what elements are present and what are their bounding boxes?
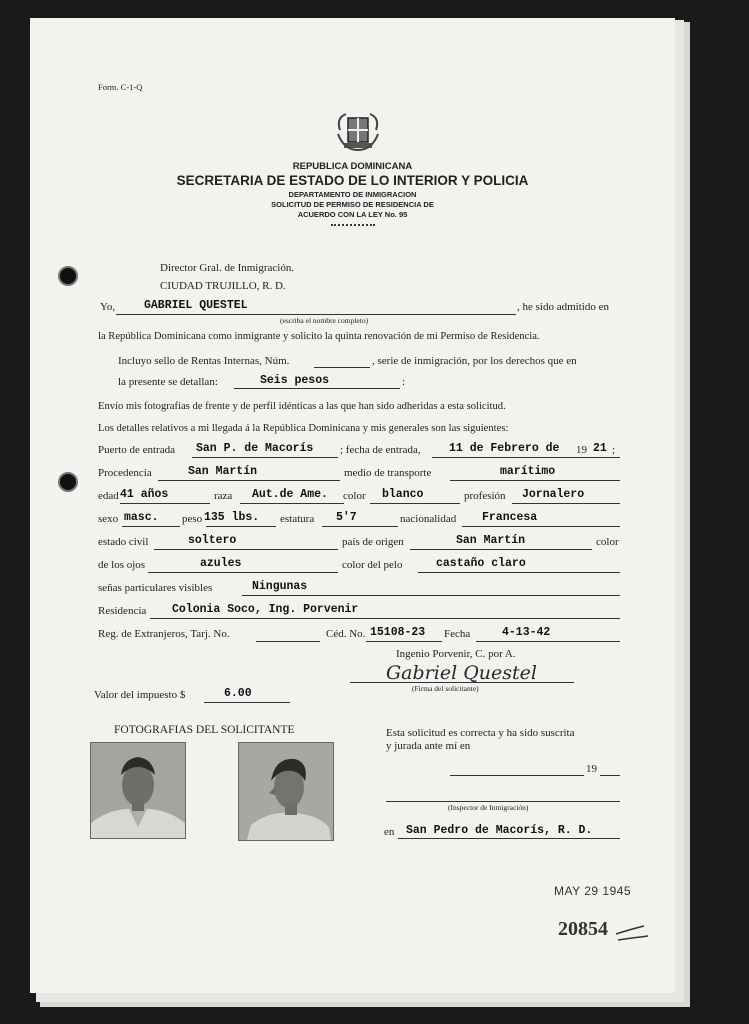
coat-of-arms-emblem bbox=[334, 110, 382, 154]
label-pais-origen: país de origen bbox=[342, 536, 404, 548]
label-sexo: sexo bbox=[98, 513, 119, 525]
value-residencia: Colonia Soco, Ing. Porvenir bbox=[172, 603, 359, 616]
label-ced: Céd. No. bbox=[326, 628, 366, 640]
value-puerto: San P. de Macorís bbox=[196, 442, 314, 455]
label-sello: Incluyo sello de Rentas Internas, Núm. bbox=[118, 355, 290, 367]
value-nombre: GABRIEL QUESTEL bbox=[144, 299, 248, 312]
value-fecha: 4-13-42 bbox=[502, 626, 551, 639]
label-estado-civil: estado civil bbox=[98, 536, 149, 548]
text-renewal: la República Dominicana como inmigrante y solicito la quinta renovación de mi Permiso de Residencia. bbox=[98, 331, 540, 342]
label-peso: peso bbox=[182, 513, 203, 525]
pais-origen-line bbox=[410, 549, 592, 550]
label-registro: Reg. de Extranjeros, Tarj. No. bbox=[98, 628, 230, 640]
value-estatura: 5'7 bbox=[336, 511, 357, 524]
inspector-line bbox=[386, 801, 620, 802]
valor-line bbox=[204, 702, 290, 703]
value-color: blanco bbox=[382, 488, 424, 501]
value-estado-civil: soltero bbox=[188, 534, 237, 547]
number-stamp: 20854 bbox=[558, 918, 608, 940]
peso-line bbox=[206, 526, 276, 527]
value-year-suffix: 21 bbox=[593, 442, 607, 455]
value-ojos: azules bbox=[200, 557, 242, 570]
punch-hole-top bbox=[58, 266, 78, 286]
residencia-line bbox=[150, 618, 620, 619]
label-fecha: Fecha bbox=[444, 628, 471, 640]
signature-line bbox=[350, 682, 574, 683]
punch-hole-bottom bbox=[58, 472, 78, 492]
value-lugar: San Pedro de Macorís, R. D. bbox=[406, 824, 593, 837]
header-divider bbox=[331, 224, 375, 226]
label-senas: señas particulares visibles bbox=[98, 582, 213, 594]
fecha-entrada-line bbox=[432, 457, 620, 458]
value-sexo: masc. bbox=[124, 511, 159, 524]
medio-line bbox=[450, 480, 620, 481]
addressee-line-1: Director Gral. de Inmigración. bbox=[160, 262, 295, 274]
value-cedula: 15108-23 bbox=[370, 626, 426, 639]
addressee-line-2: CIUDAD TRUJILLO, R. D. bbox=[160, 280, 286, 292]
label-serie: , serie de inmigración, por los derechos que en bbox=[372, 355, 577, 367]
procedencia-line bbox=[158, 480, 340, 481]
value-fecha-entrada: 11 de Febrero de bbox=[449, 442, 560, 455]
ojos-line bbox=[148, 572, 338, 573]
profile-photo bbox=[238, 742, 334, 841]
value-profesion: Jornalero bbox=[522, 488, 585, 501]
label-inspector: (Inspector de Inmigración) bbox=[448, 803, 529, 812]
pencil-mark bbox=[614, 920, 650, 944]
label-semicolon: ; bbox=[612, 444, 616, 456]
header-form-title-2: ACUERDO CON LA LEY No. 95 bbox=[297, 210, 408, 219]
label-ojos: de los ojos bbox=[98, 559, 146, 571]
label-fecha-entrada: ; fecha de entrada, bbox=[340, 444, 421, 456]
nacionalidad-line bbox=[462, 526, 620, 527]
value-transporte: marítimo bbox=[500, 465, 556, 478]
value-raza: Aut.de Ame. bbox=[252, 488, 328, 501]
header-department: DEPARTAMENTO DE INMIGRACION bbox=[288, 190, 417, 199]
label-valor: Valor del impuesto $ bbox=[94, 689, 186, 701]
label-puerto: Puerto de entrada bbox=[98, 444, 175, 456]
pelo-line bbox=[418, 572, 620, 573]
text-fotos: Envío mis fotografías de frente y de perfil idénticas a las que han sido adheridas a esta solicitud. bbox=[98, 401, 506, 412]
label-estatura: estatura bbox=[280, 513, 315, 525]
label-profesion: profesión bbox=[464, 490, 506, 502]
label-residencia: Residencia bbox=[98, 605, 147, 617]
value-impuesto-texto: Seis pesos bbox=[260, 374, 330, 387]
value-senas: Ningunas bbox=[252, 580, 308, 593]
value-procedencia: San Martín bbox=[188, 465, 258, 478]
text-detalles: Los detalles relativos a mi llegada á la República Dominicana y mis generales son las siguientes: bbox=[98, 423, 509, 434]
label-admitido: , he sido admitido en bbox=[517, 301, 609, 313]
edad-line bbox=[120, 503, 210, 504]
document-page bbox=[30, 18, 675, 993]
estatura-line bbox=[322, 526, 398, 527]
form-code: Form. C-1-Q bbox=[98, 82, 143, 92]
label-color: color bbox=[343, 490, 366, 502]
value-edad: 41 años bbox=[120, 488, 169, 501]
header-country: REPUBLICA DOMINICANA bbox=[292, 161, 413, 172]
lugar-line bbox=[398, 838, 620, 839]
profesion-line bbox=[512, 503, 620, 504]
name-line bbox=[116, 314, 516, 315]
color-line bbox=[370, 503, 460, 504]
sello-line bbox=[314, 367, 370, 368]
label-colon: : bbox=[402, 376, 406, 388]
value-nacionalidad: Francesa bbox=[482, 511, 538, 524]
label-en: en bbox=[384, 826, 395, 838]
value-lugar-firma: Ingenio Porvenir, C. por A. bbox=[396, 648, 516, 660]
label-correcta: Esta solicitud es correcta y ha sido suscrita bbox=[386, 727, 575, 739]
label-year-prefix: 19 bbox=[576, 444, 587, 456]
label-color-2: color bbox=[596, 536, 619, 548]
label-firma: (Firma del solicitante) bbox=[412, 684, 479, 693]
label-nineteen: 19 bbox=[586, 763, 597, 775]
label-raza: raza bbox=[214, 490, 233, 502]
label-yo: Yo, bbox=[100, 301, 116, 313]
label-procedencia: Procedencia bbox=[98, 467, 152, 479]
year-line bbox=[600, 775, 620, 776]
detallan-line bbox=[234, 388, 400, 389]
value-valor-impuesto: 6.00 bbox=[224, 687, 252, 700]
puerto-line bbox=[192, 457, 338, 458]
raza-line bbox=[240, 503, 344, 504]
name-hint: (escriba el nombre completo) bbox=[280, 316, 369, 325]
fecha-line bbox=[476, 641, 620, 642]
signature: Gabriel Questel bbox=[386, 662, 537, 684]
jurada-date-line bbox=[450, 775, 584, 776]
label-medio: medio de transporte bbox=[344, 467, 432, 479]
cedula-line bbox=[366, 641, 442, 642]
label-edad: edad bbox=[98, 490, 119, 502]
label-detallan: la presente se detallan: bbox=[118, 376, 218, 388]
date-stamp: MAY 29 1945 bbox=[554, 884, 632, 898]
sexo-line bbox=[122, 526, 180, 527]
label-jurada: y jurada ante mí en bbox=[386, 740, 471, 752]
header-ministry: SECRETARIA DE ESTADO DE LO INTERIOR Y POLICIA bbox=[176, 173, 529, 188]
senas-line bbox=[242, 595, 620, 596]
estado-civil-line bbox=[154, 549, 338, 550]
value-peso: 135 lbs. bbox=[204, 511, 260, 524]
value-pelo: castaño claro bbox=[436, 557, 526, 570]
label-pelo: color del pelo bbox=[342, 559, 403, 571]
header-form-title-1: SOLICITUD DE PERMISO DE RESIDENCIA DE bbox=[271, 200, 434, 209]
label-nacionalidad: nacionalidad bbox=[400, 513, 457, 525]
registro-line bbox=[256, 641, 320, 642]
front-photo bbox=[90, 742, 186, 839]
label-fotografias: FOTOGRAFIAS DEL SOLICITANTE bbox=[114, 724, 295, 736]
value-pais-origen: San Martín bbox=[456, 534, 526, 547]
